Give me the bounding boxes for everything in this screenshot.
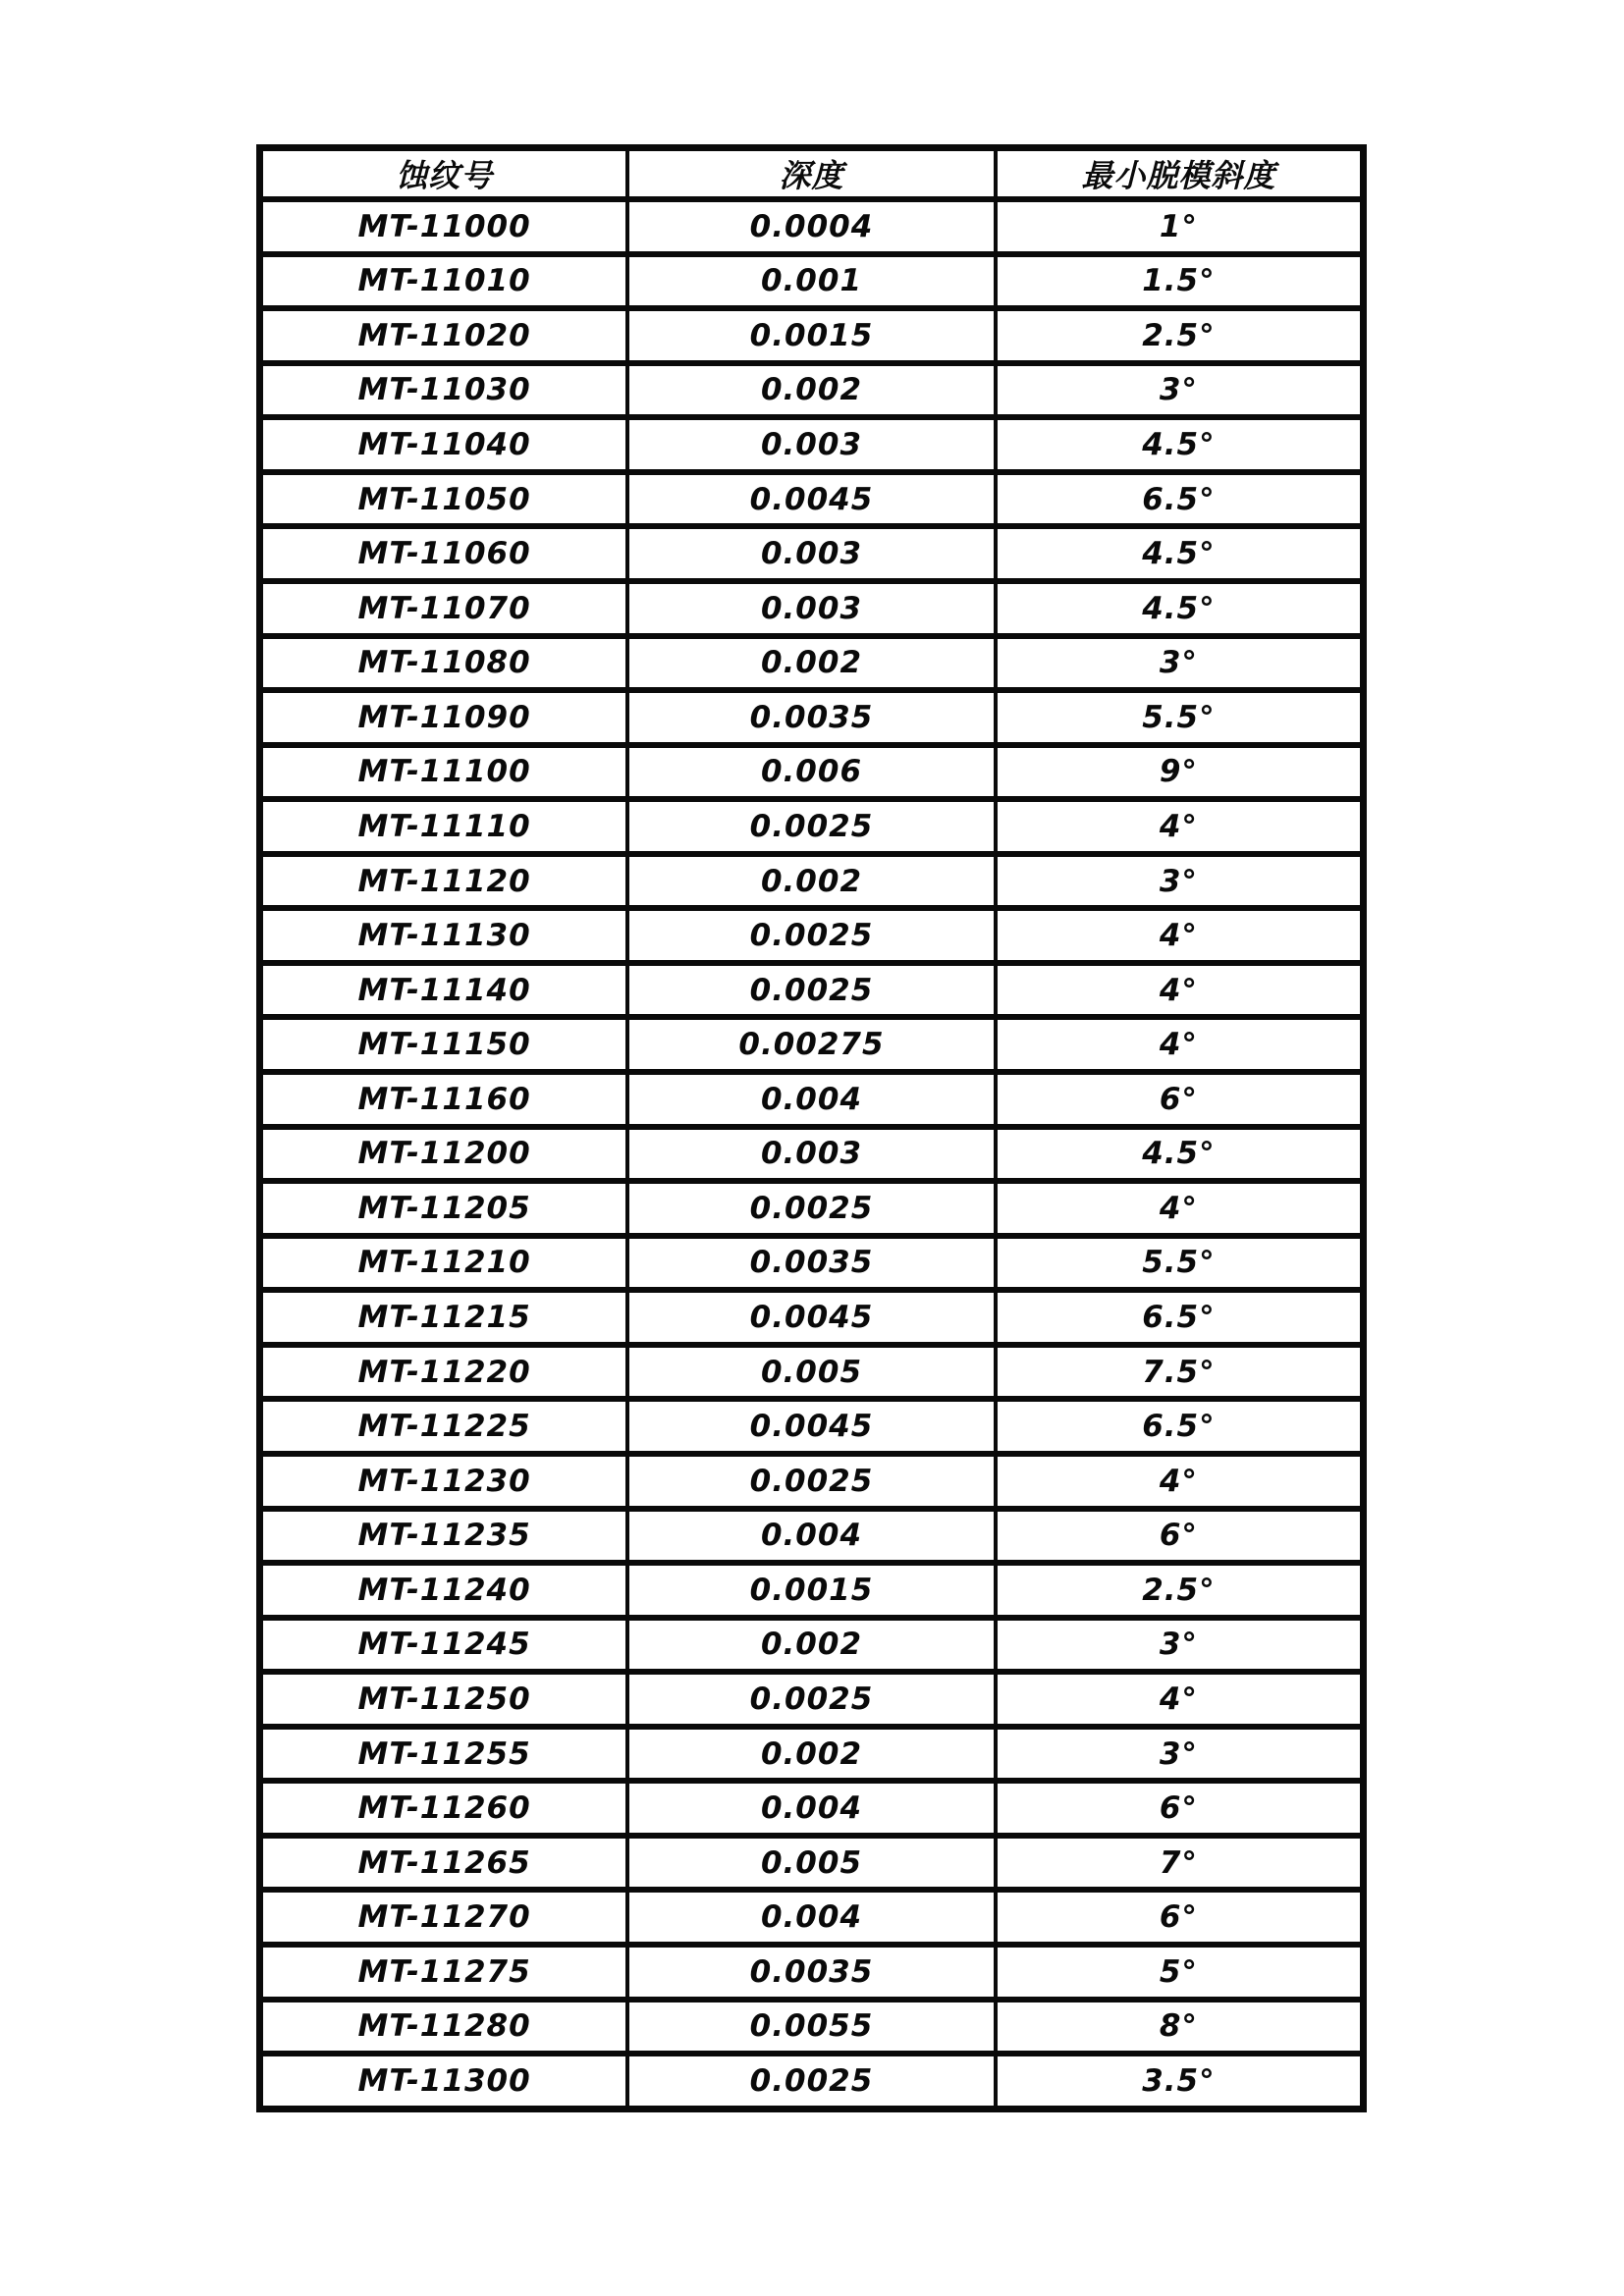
cell-depth: 0.002	[627, 363, 996, 418]
cell-depth: 0.0035	[627, 1236, 996, 1291]
cell-draft-angle: 1.5°	[996, 254, 1364, 309]
cell-pattern-number: MT-11235	[260, 1509, 628, 1564]
table-row	[260, 1181, 1364, 1236]
cell-depth: 0.0045	[627, 1399, 996, 1454]
cell-draft-angle: 5.5°	[996, 690, 1364, 745]
cell-depth: 0.0035	[627, 690, 996, 745]
table-row	[260, 254, 1364, 309]
cell-depth: 0.0025	[627, 1672, 996, 1727]
cell-depth: 0.004	[627, 1509, 996, 1564]
table-row	[260, 1127, 1364, 1182]
table-row	[260, 963, 1364, 1018]
etch-pattern-table-container	[256, 144, 1367, 2112]
cell-pattern-number: MT-11300	[260, 2054, 628, 2109]
table-row	[260, 636, 1364, 691]
cell-depth: 0.002	[627, 854, 996, 909]
table-row	[260, 1836, 1364, 1891]
cell-pattern-number: MT-11030	[260, 363, 628, 418]
table-row	[260, 1454, 1364, 1509]
cell-draft-angle: 3°	[996, 363, 1364, 418]
cell-draft-angle: 6°	[996, 1781, 1364, 1836]
cell-draft-angle: 4°	[996, 963, 1364, 1018]
cell-draft-angle: 4.5°	[996, 526, 1364, 581]
cell-pattern-number: MT-11240	[260, 1563, 628, 1618]
cell-depth: 0.001	[627, 254, 996, 309]
column-header-min-draft-angle: 最小脱模斜度	[996, 148, 1364, 200]
cell-depth: 0.0045	[627, 472, 996, 527]
cell-depth: 0.004	[627, 1781, 996, 1836]
table-row	[260, 1290, 1364, 1345]
column-header-depth: 深度	[627, 148, 996, 200]
table-row	[260, 1781, 1364, 1836]
cell-draft-angle: 3°	[996, 854, 1364, 909]
cell-pattern-number: MT-11200	[260, 1127, 628, 1182]
cell-pattern-number: MT-11050	[260, 472, 628, 527]
etch-pattern-table	[256, 144, 1367, 2112]
cell-draft-angle: 6°	[996, 1890, 1364, 1945]
table-row	[260, 745, 1364, 800]
cell-draft-angle: 8°	[996, 2000, 1364, 2055]
cell-pattern-number: MT-11150	[260, 1017, 628, 1072]
table-row	[260, 526, 1364, 581]
cell-draft-angle: 3°	[996, 1618, 1364, 1673]
cell-pattern-number: MT-11000	[260, 199, 628, 254]
table-header	[260, 148, 1364, 200]
cell-draft-angle: 6°	[996, 1072, 1364, 1127]
table-row	[260, 1563, 1364, 1618]
cell-depth: 0.003	[627, 1127, 996, 1182]
cell-pattern-number: MT-11230	[260, 1454, 628, 1509]
cell-draft-angle: 4°	[996, 1672, 1364, 1727]
table-row	[260, 690, 1364, 745]
table-row	[260, 472, 1364, 527]
cell-depth: 0.005	[627, 1836, 996, 1891]
table-body	[260, 199, 1364, 2109]
table-row	[260, 2000, 1364, 2055]
cell-pattern-number: MT-11040	[260, 417, 628, 472]
table-row	[260, 854, 1364, 909]
header-row	[260, 148, 1364, 200]
cell-depth: 0.005	[627, 1345, 996, 1400]
table-row	[260, 1672, 1364, 1727]
cell-depth: 0.0004	[627, 199, 996, 254]
table-row	[260, 1509, 1364, 1564]
cell-depth: 0.002	[627, 1727, 996, 1782]
cell-pattern-number: MT-11110	[260, 799, 628, 854]
table-row	[260, 1399, 1364, 1454]
cell-pattern-number: MT-11205	[260, 1181, 628, 1236]
cell-pattern-number: MT-11130	[260, 908, 628, 963]
cell-draft-angle: 4°	[996, 1454, 1364, 1509]
cell-depth: 0.0025	[627, 963, 996, 1018]
cell-draft-angle: 2.5°	[996, 1563, 1364, 1618]
cell-pattern-number: MT-11060	[260, 526, 628, 581]
cell-draft-angle: 6.5°	[996, 1399, 1364, 1454]
cell-pattern-number: MT-11100	[260, 745, 628, 800]
cell-depth: 0.004	[627, 1072, 996, 1127]
cell-pattern-number: MT-11090	[260, 690, 628, 745]
cell-draft-angle: 2.5°	[996, 308, 1364, 363]
cell-draft-angle: 9°	[996, 745, 1364, 800]
cell-draft-angle: 4.5°	[996, 417, 1364, 472]
cell-draft-angle: 6.5°	[996, 1290, 1364, 1345]
table-row	[260, 1017, 1364, 1072]
cell-draft-angle: 1°	[996, 199, 1364, 254]
cell-draft-angle: 4°	[996, 1181, 1364, 1236]
cell-depth: 0.002	[627, 1618, 996, 1673]
cell-pattern-number: MT-11215	[260, 1290, 628, 1345]
cell-draft-angle: 6°	[996, 1509, 1364, 1564]
cell-depth: 0.00275	[627, 1017, 996, 1072]
cell-pattern-number: MT-11120	[260, 854, 628, 909]
table-row	[260, 1945, 1364, 2000]
table-row	[260, 1345, 1364, 1400]
cell-draft-angle: 5.5°	[996, 1236, 1364, 1291]
table-row	[260, 908, 1364, 963]
cell-pattern-number: MT-11250	[260, 1672, 628, 1727]
cell-depth: 0.006	[627, 745, 996, 800]
table-row	[260, 799, 1364, 854]
cell-pattern-number: MT-11020	[260, 308, 628, 363]
table-row	[260, 199, 1364, 254]
cell-pattern-number: MT-11220	[260, 1345, 628, 1400]
cell-depth: 0.003	[627, 526, 996, 581]
cell-depth: 0.003	[627, 581, 996, 636]
cell-depth: 0.0025	[627, 1181, 996, 1236]
table-row	[260, 1727, 1364, 1782]
cell-depth: 0.0015	[627, 308, 996, 363]
table-row	[260, 581, 1364, 636]
table-row	[260, 1890, 1364, 1945]
cell-draft-angle: 6.5°	[996, 472, 1364, 527]
cell-draft-angle: 4.5°	[996, 1127, 1364, 1182]
cell-depth: 0.004	[627, 1890, 996, 1945]
cell-pattern-number: MT-11225	[260, 1399, 628, 1454]
table-row	[260, 363, 1364, 418]
table-row	[260, 2054, 1364, 2109]
cell-pattern-number: MT-11265	[260, 1836, 628, 1891]
cell-pattern-number: MT-11080	[260, 636, 628, 691]
cell-depth: 0.0025	[627, 1454, 996, 1509]
cell-draft-angle: 3.5°	[996, 2054, 1364, 2109]
cell-pattern-number: MT-11280	[260, 2000, 628, 2055]
cell-pattern-number: MT-11270	[260, 1890, 628, 1945]
cell-draft-angle: 4°	[996, 908, 1364, 963]
table-row	[260, 1618, 1364, 1673]
cell-depth: 0.0045	[627, 1290, 996, 1345]
table-row	[260, 1072, 1364, 1127]
table-row	[260, 417, 1364, 472]
cell-pattern-number: MT-11245	[260, 1618, 628, 1673]
cell-draft-angle: 7.5°	[996, 1345, 1364, 1400]
cell-draft-angle: 5°	[996, 1945, 1364, 2000]
cell-draft-angle: 4.5°	[996, 581, 1364, 636]
cell-depth: 0.003	[627, 417, 996, 472]
column-header-pattern-number: 蚀纹号	[260, 148, 628, 200]
cell-pattern-number: MT-11260	[260, 1781, 628, 1836]
table-row	[260, 308, 1364, 363]
cell-pattern-number: MT-11160	[260, 1072, 628, 1127]
cell-draft-angle: 4°	[996, 799, 1364, 854]
table-row	[260, 1236, 1364, 1291]
cell-depth: 0.0015	[627, 1563, 996, 1618]
cell-depth: 0.0025	[627, 908, 996, 963]
cell-draft-angle: 3°	[996, 1727, 1364, 1782]
cell-draft-angle: 7°	[996, 1836, 1364, 1891]
cell-draft-angle: 4°	[996, 1017, 1364, 1072]
cell-pattern-number: MT-11210	[260, 1236, 628, 1291]
cell-pattern-number: MT-11275	[260, 1945, 628, 2000]
cell-depth: 0.0035	[627, 1945, 996, 2000]
cell-pattern-number: MT-11255	[260, 1727, 628, 1782]
cell-pattern-number: MT-11070	[260, 581, 628, 636]
cell-depth: 0.0055	[627, 2000, 996, 2055]
cell-pattern-number: MT-11140	[260, 963, 628, 1018]
cell-depth: 0.002	[627, 636, 996, 691]
cell-depth: 0.0025	[627, 799, 996, 854]
cell-pattern-number: MT-11010	[260, 254, 628, 309]
cell-depth: 0.0025	[627, 2054, 996, 2109]
cell-draft-angle: 3°	[996, 636, 1364, 691]
